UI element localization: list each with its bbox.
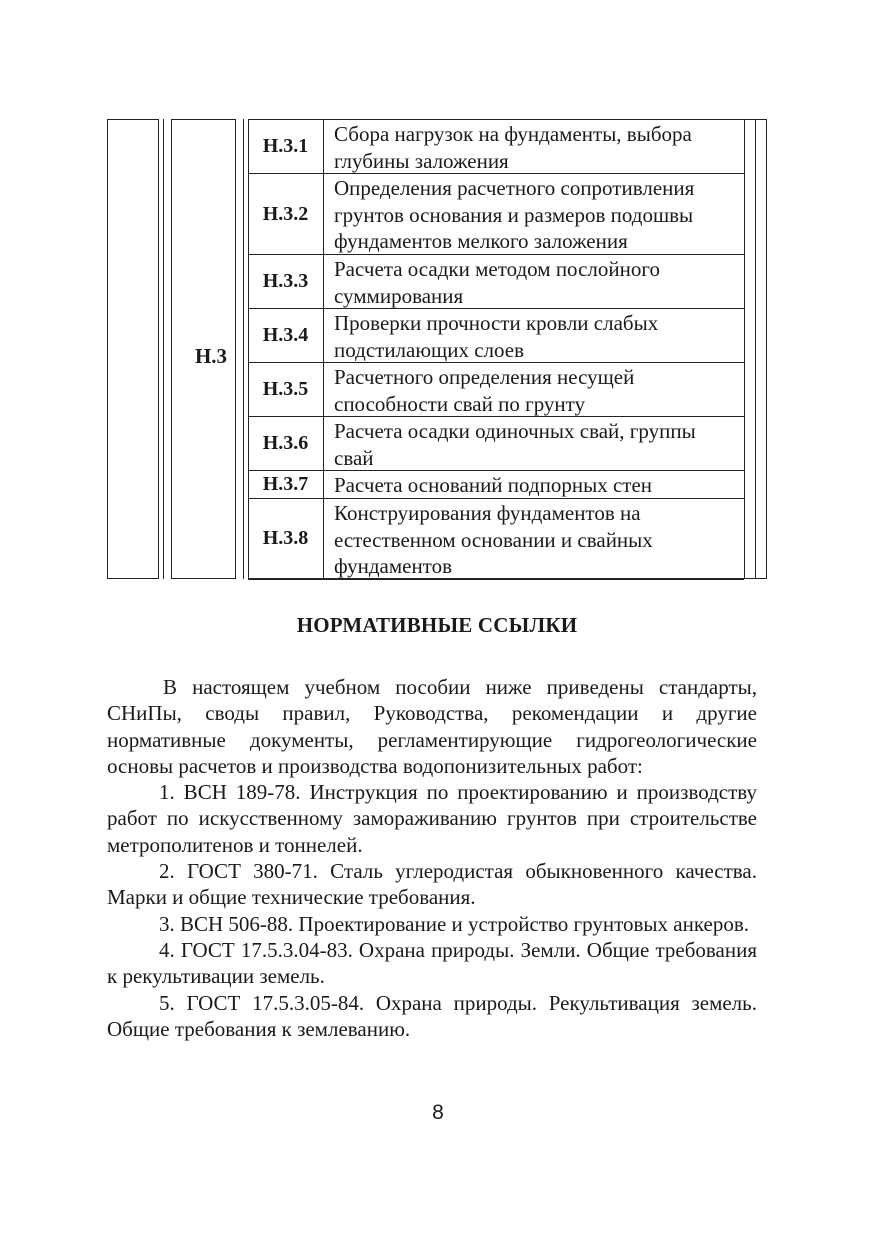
intro-paragraph: В настоящем учебном пособии ниже приведены стандарты, СНиПы, своды правил, Руководства, рекомендации и другие нормативные документы, регламентирующие гидрогеологические основы расчетов и производства водопонизительных работ: [107,675,757,778]
table-row [248,499,744,580]
row-description: Расчета оснований подпорных стен [334,473,653,497]
table-border-top [107,119,158,120]
row-code: Н.3.2 [248,174,324,254]
row-code: Н.3.1 [248,120,324,173]
table-row [248,174,744,255]
row-code: Н.3.3 [248,255,324,308]
row-description: Проверки прочности кровли слабых подстилающих слоев [334,311,659,362]
section-body [107,674,757,1042]
page-number: 8 [432,1101,444,1124]
table-rows [248,119,744,580]
table-row [248,417,744,471]
table-row [248,309,744,363]
row-code: Н.3.4 [248,309,324,362]
table-border-bottom [744,578,767,579]
table-border-left [107,119,108,579]
row-description: Расчетного определения несущей способности свай по грунту [334,365,635,416]
table-border-top [171,119,235,120]
row-description: Расчета осадки одиночных свай, группы свай [334,419,696,470]
reference-item: 2. ГОСТ 380-71. Сталь углеродистая обыкновенного качества. Марки и общие технические требования. [107,859,757,910]
section-heading: НОРМАТИВНЫЕ ССЫЛКИ [296,613,578,637]
row-code: Н.3.7 [248,471,324,498]
table-row [248,255,744,309]
row-description: Сбора нагрузок на фундаменты, выбора глубины заложения [334,122,692,173]
table-border-right [766,119,767,579]
row-code: Н.3.6 [248,417,324,470]
table-border-bottom [171,578,235,579]
reference-item: 4. ГОСТ 17.5.3.04-83. Охрана природы. Земли. Общие требования к рекультивации земель. [107,937,757,989]
table-row [248,120,744,174]
table-border-bottom [107,578,158,579]
table-column-divider [158,119,159,579]
group-code: Н.3 [194,344,228,368]
table-row [248,363,744,417]
row-code: Н.3.8 [248,499,324,578]
table-column-divider [744,119,745,579]
table-row [248,471,744,499]
reference-item: 1. ВСН 189-78. Инструкция по проектированию и производству работ по искусственному замораживанию грунтов при строительстве метрополитенов и тоннелей. [107,780,757,857]
reference-item: 5. ГОСТ 17.5.3.05-84. Охрана природы. Рекультивация земель. Общие требования к землеванию. [107,990,757,1041]
table-column-divider [163,119,164,579]
table-border-top [744,119,767,120]
standards-table [107,119,767,579]
row-description: Определения расчетного сопротивления грунтов основания и размеров подошвы фундаментов мелкого заложения [334,176,695,253]
table-column-divider [171,119,172,579]
table-column-divider [755,119,756,579]
row-code: Н.3.5 [248,363,324,416]
row-description: Расчета осадки методом послойного суммирования [334,257,660,308]
reference-item: 3. ВСН 506-88. Проектирование и устройство грунтовых анкеров. [159,911,749,936]
row-description: Конструирования фундаментов на естественном основании и свайных фундаментов [334,501,653,578]
